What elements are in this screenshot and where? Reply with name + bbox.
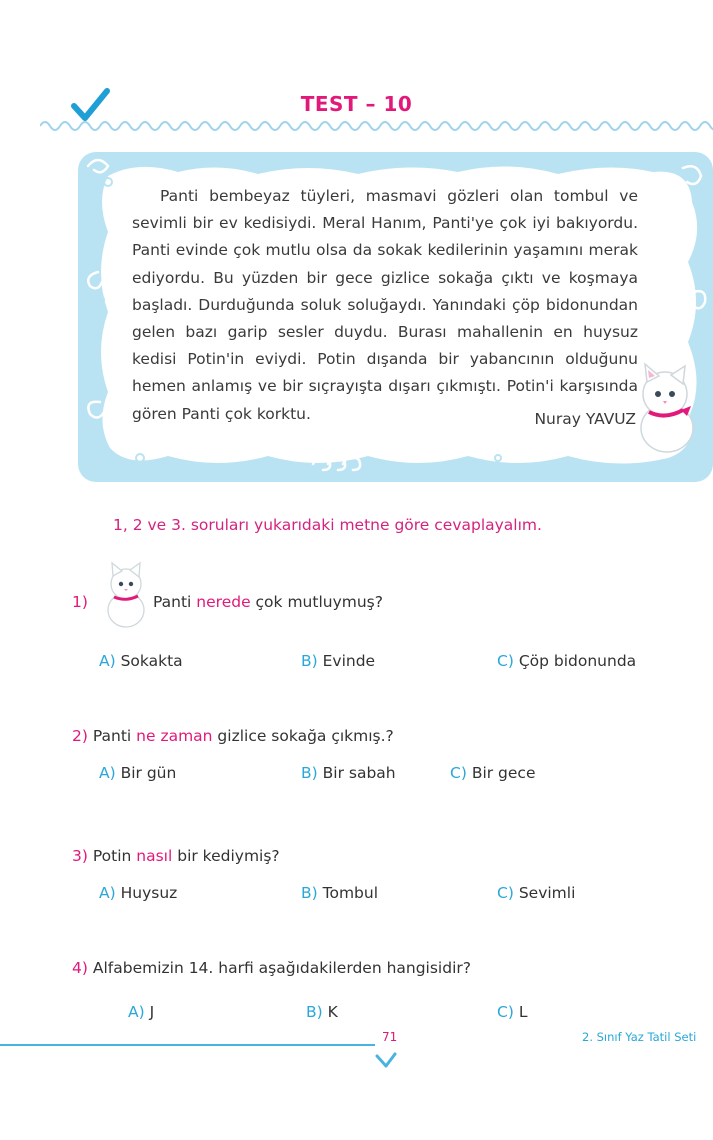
answer-option-b[interactable]: B) Bir sabah [301, 764, 396, 782]
answer-option-a[interactable]: A) Sokakta [99, 652, 183, 670]
small-cat-illustration [100, 560, 152, 630]
answer-option-c[interactable]: C) L [497, 1003, 528, 1021]
footer-divider [0, 1044, 375, 1046]
answer-option-b[interactable]: B) K [306, 1003, 338, 1021]
decorative-wave [40, 116, 713, 136]
instruction-text: 1, 2 ve 3. soruları yukarıdaki metne göre cevaplayalım. [113, 516, 542, 534]
question-number: 3) [72, 847, 88, 865]
page-number: 71 [382, 1030, 398, 1044]
answer-option-c[interactable]: C) Çöp bidonunda [497, 652, 637, 670]
reading-passage [132, 183, 638, 428]
question-2: 2) Panti ne zaman gizlice sokağa çıkmış.? [72, 727, 394, 745]
answer-option-a[interactable]: A) Huysuz [99, 884, 178, 902]
series-label: 2. Sınıf Yaz Tatil Seti [582, 1030, 697, 1044]
question-number: 4) [72, 959, 88, 977]
question-3: 3) Potin nasıl bir kediymiş? [72, 847, 280, 865]
answer-option-c[interactable]: C) Bir gece [450, 764, 536, 782]
answer-option-a[interactable]: A) Bir gün [99, 764, 177, 782]
question-1 [72, 593, 88, 611]
white-cat-illustration [625, 362, 705, 457]
question-1-text: Panti nerede çok mutluymuş? [153, 593, 383, 611]
page-title: TEST – 10 [300, 92, 413, 116]
question-number: 1) [72, 593, 88, 611]
answer-option-b[interactable]: B) Evinde [301, 652, 376, 670]
answer-option-c[interactable]: C) Sevimli [497, 884, 576, 902]
check-mark-icon [374, 1050, 398, 1070]
answer-option-b[interactable]: B) Tombul [301, 884, 379, 902]
answer-option-a[interactable]: A) J [128, 1003, 155, 1021]
passage-text: Panti bembeyaz tüyleri, masmavi gözleri olan tombul ve sevimli bir ev kedisiydi. Meral Hanım, Panti'ye çok iyi bakıyordu. Panti evinde çok mutlu olsa da sokak kedilerinin yaşamını merak ediyordu. Bu yüzden bir gece gizlice sokağa çıktı ve koşmaya başladı. Durduğunda soluk soluğaydı. Yanındaki çöp bidonundan gelen bazı garip sesler duydu. Burası mahallenin en huysuz kedisi Potin'in eviydi. Potin dışanda bir yabancının olduğunu hemen anlamış ve bir sıçrayışta dışarı çıkmıştı. Potin'i karşısında gören Panti çok korktu. [132, 187, 638, 423]
question-4: 4) Alfabemizin 14. harfi aşağıdakilerden hangisidir? [72, 959, 471, 977]
passage-author: Nuray YAVUZ [534, 410, 636, 428]
question-number: 2) [72, 727, 88, 745]
